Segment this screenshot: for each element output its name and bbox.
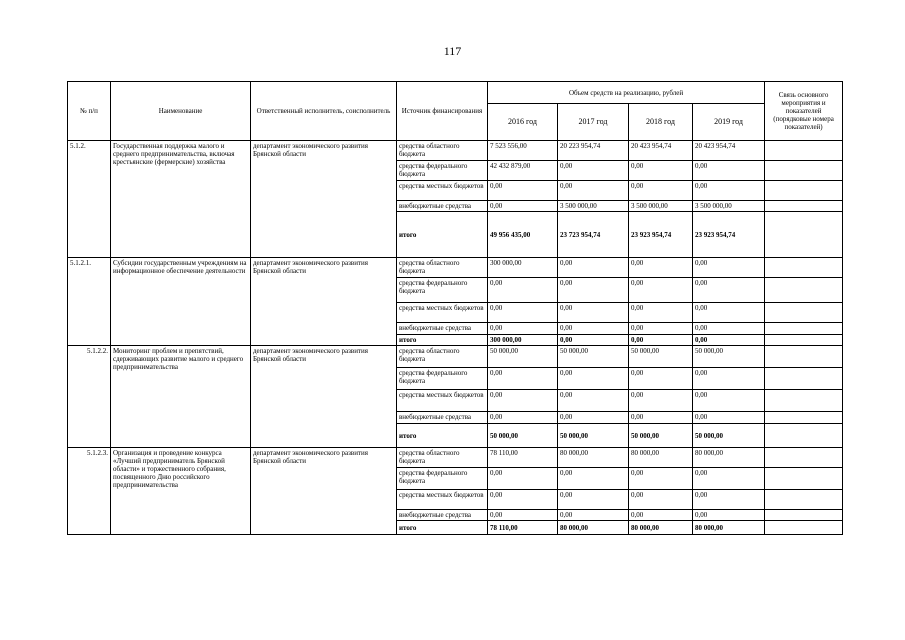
indicator-link-cell — [765, 521, 843, 535]
indicator-link-cell — [765, 390, 843, 412]
amount-cell: 80 000,00 — [558, 448, 629, 468]
amount-cell: 23 923 954,74 — [629, 212, 693, 258]
table-row — [68, 141, 843, 161]
indicator-link-cell — [765, 201, 843, 212]
amount-cell: 0,00 — [558, 390, 629, 412]
amount-cell: 0,00 — [693, 161, 765, 181]
amount-cell: 0,00 — [558, 181, 629, 201]
amount-cell: 50 000,00 — [558, 346, 629, 368]
amount-cell: 0,00 — [629, 161, 693, 181]
amount-cell: 78 110,00 — [488, 448, 558, 468]
header-link: Связь основного мероприятия и показателей (порядковые номера показателей) — [765, 82, 843, 141]
amount-cell: 0,00 — [693, 468, 765, 490]
header-year: 2019 год — [693, 104, 765, 141]
funding-source: средства федерального бюджета — [397, 278, 488, 303]
funding-source: внебюджетные средства — [397, 412, 488, 424]
amount-cell: 0,00 — [488, 490, 558, 510]
amount-cell: 0,00 — [488, 278, 558, 303]
amount-cell: 78 110,00 — [488, 521, 558, 535]
funding-source: средства местных бюджетов — [397, 490, 488, 510]
budget-table — [67, 81, 843, 535]
amount-cell: 0,00 — [629, 468, 693, 490]
amount-cell: 0,00 — [693, 490, 765, 510]
amount-cell: 50 000,00 — [629, 346, 693, 368]
amount-cell: 0,00 — [488, 390, 558, 412]
amount-cell: 0,00 — [558, 323, 629, 335]
page-number: 117 — [443, 44, 462, 58]
item-name: Субсидии государственным учреждениям на информационное обеспечение деятельности — [111, 258, 251, 346]
indicator-link-cell — [765, 468, 843, 490]
amount-cell: 0,00 — [488, 412, 558, 424]
indicator-link-cell — [765, 448, 843, 468]
amount-cell: 50 000,00 — [488, 346, 558, 368]
amount-cell: 0,00 — [488, 181, 558, 201]
funding-source: средства областного бюджета — [397, 141, 488, 161]
indicator-link-cell — [765, 141, 843, 161]
funding-source: итого — [397, 335, 488, 346]
item-number: 5.1.2.2. — [68, 346, 111, 448]
amount-cell: 0,00 — [558, 412, 629, 424]
funding-source: внебюджетные средства — [397, 510, 488, 521]
header-year: 2016 год — [488, 104, 558, 141]
amount-cell: 20 423 954,74 — [693, 141, 765, 161]
amount-cell: 0,00 — [629, 390, 693, 412]
funding-source: внебюджетные средства — [397, 323, 488, 335]
amount-cell: 3 500 000,00 — [558, 201, 629, 212]
indicator-link-cell — [765, 412, 843, 424]
header-responsible: Ответственный исполнитель, соисполнитель — [251, 82, 397, 141]
amount-cell: 0,00 — [629, 181, 693, 201]
amount-cell: 0,00 — [629, 335, 693, 346]
header-year: 2017 год — [558, 104, 629, 141]
funding-source: средства федерального бюджета — [397, 368, 488, 390]
funding-source: средства областного бюджета — [397, 258, 488, 278]
amount-cell: 0,00 — [558, 490, 629, 510]
item-responsible: департамент экономического развития Брянской области — [251, 448, 397, 535]
amount-cell: 0,00 — [629, 323, 693, 335]
table-row — [68, 258, 843, 278]
amount-cell: 300 000,00 — [488, 335, 558, 346]
indicator-link-cell — [765, 368, 843, 390]
funding-source: внебюджетные средства — [397, 201, 488, 212]
indicator-link-cell — [765, 258, 843, 278]
amount-cell: 0,00 — [693, 258, 765, 278]
amount-cell: 0,00 — [488, 303, 558, 323]
item-responsible: департамент экономического развития Брянской области — [251, 141, 397, 258]
funding-source: средства федерального бюджета — [397, 468, 488, 490]
indicator-link-cell — [765, 212, 843, 258]
indicator-link-cell — [765, 181, 843, 201]
amount-cell: 0,00 — [488, 368, 558, 390]
amount-cell: 0,00 — [693, 368, 765, 390]
indicator-link-cell — [765, 510, 843, 521]
amount-cell: 49 956 435,00 — [488, 212, 558, 258]
indicator-link-cell — [765, 490, 843, 510]
amount-cell: 0,00 — [558, 368, 629, 390]
amount-cell: 7 523 556,00 — [488, 141, 558, 161]
amount-cell: 0,00 — [488, 323, 558, 335]
item-number: 5.1.2.1. — [68, 258, 111, 346]
header-source: Источник финансирования — [397, 82, 488, 141]
amount-cell: 80 000,00 — [629, 448, 693, 468]
item-number: 5.1.2.3. — [68, 448, 111, 535]
amount-cell: 300 000,00 — [488, 258, 558, 278]
funding-source: средства областного бюджета — [397, 448, 488, 468]
amount-cell: 0,00 — [629, 278, 693, 303]
amount-cell: 0,00 — [558, 510, 629, 521]
amount-cell: 3 500 000,00 — [693, 201, 765, 212]
amount-cell: 50 000,00 — [693, 346, 765, 368]
indicator-link-cell — [765, 303, 843, 323]
amount-cell: 0,00 — [693, 181, 765, 201]
amount-cell: 0,00 — [693, 412, 765, 424]
amount-cell: 80 000,00 — [693, 521, 765, 535]
amount-cell: 0,00 — [693, 278, 765, 303]
funding-source: итого — [397, 212, 488, 258]
amount-cell: 0,00 — [488, 468, 558, 490]
amount-cell: 50 000,00 — [629, 424, 693, 448]
indicator-link-cell — [765, 346, 843, 368]
amount-cell: 80 000,00 — [693, 448, 765, 468]
indicator-link-cell — [765, 278, 843, 303]
header-year: 2018 год — [629, 104, 693, 141]
amount-cell: 20 223 954,74 — [558, 141, 629, 161]
item-responsible: департамент экономического развития Брянской области — [251, 346, 397, 448]
amount-cell: 80 000,00 — [558, 521, 629, 535]
amount-cell: 0,00 — [693, 510, 765, 521]
funding-source: итого — [397, 521, 488, 535]
amount-cell: 0,00 — [558, 161, 629, 181]
indicator-link-cell — [765, 424, 843, 448]
amount-cell: 0,00 — [558, 258, 629, 278]
amount-cell: 0,00 — [629, 303, 693, 323]
amount-cell: 23 723 954,74 — [558, 212, 629, 258]
header-volume: Объем средств на реализацию, рублей — [488, 82, 765, 104]
amount-cell: 0,00 — [629, 490, 693, 510]
funding-source: средства местных бюджетов — [397, 181, 488, 201]
funding-source: средства местных бюджетов — [397, 303, 488, 323]
amount-cell: 23 923 954,74 — [693, 212, 765, 258]
amount-cell: 0,00 — [558, 468, 629, 490]
amount-cell: 0,00 — [693, 303, 765, 323]
indicator-link-cell — [765, 335, 843, 346]
amount-cell: 0,00 — [629, 412, 693, 424]
amount-cell: 0,00 — [488, 201, 558, 212]
amount-cell: 20 423 954,74 — [629, 141, 693, 161]
table-row — [68, 346, 843, 368]
item-name: Государственная поддержка малого и среднего предпринимательства, включая крестьянские (фермерские) хозяйства — [111, 141, 251, 258]
funding-source: средства областного бюджета — [397, 346, 488, 368]
item-name: Организация и проведение конкурса «Лучший предприниматель Брянской области» и торжественного собрания, посвященного Дню российского предпринимательства — [111, 448, 251, 535]
header-name: Наименование — [111, 82, 251, 141]
amount-cell: 80 000,00 — [629, 521, 693, 535]
funding-source: итого — [397, 424, 488, 448]
funding-source: средства местных бюджетов — [397, 390, 488, 412]
amount-cell: 50 000,00 — [488, 424, 558, 448]
amount-cell: 0,00 — [629, 510, 693, 521]
indicator-link-cell — [765, 323, 843, 335]
item-number: 5.1.2. — [68, 141, 111, 258]
amount-cell: 0,00 — [558, 278, 629, 303]
amount-cell: 3 500 000,00 — [629, 201, 693, 212]
item-name: Мониторинг проблем и препятствий, сдерживающих развитие малого и среднего предпринимательства — [111, 346, 251, 448]
amount-cell: 0,00 — [558, 335, 629, 346]
amount-cell: 0,00 — [629, 368, 693, 390]
item-responsible: департамент экономического развития Брянской области — [251, 258, 397, 346]
amount-cell: 50 000,00 — [558, 424, 629, 448]
amount-cell: 42 432 879,00 — [488, 161, 558, 181]
header-num: № п/п — [68, 82, 111, 141]
funding-source: средства федерального бюджета — [397, 161, 488, 181]
table-row — [68, 448, 843, 468]
amount-cell: 0,00 — [693, 323, 765, 335]
table-body — [68, 141, 843, 535]
amount-cell: 0,00 — [488, 510, 558, 521]
amount-cell: 0,00 — [558, 303, 629, 323]
amount-cell: 0,00 — [629, 258, 693, 278]
indicator-link-cell — [765, 161, 843, 181]
amount-cell: 50 000,00 — [693, 424, 765, 448]
amount-cell: 0,00 — [693, 390, 765, 412]
amount-cell: 0,00 — [693, 335, 765, 346]
